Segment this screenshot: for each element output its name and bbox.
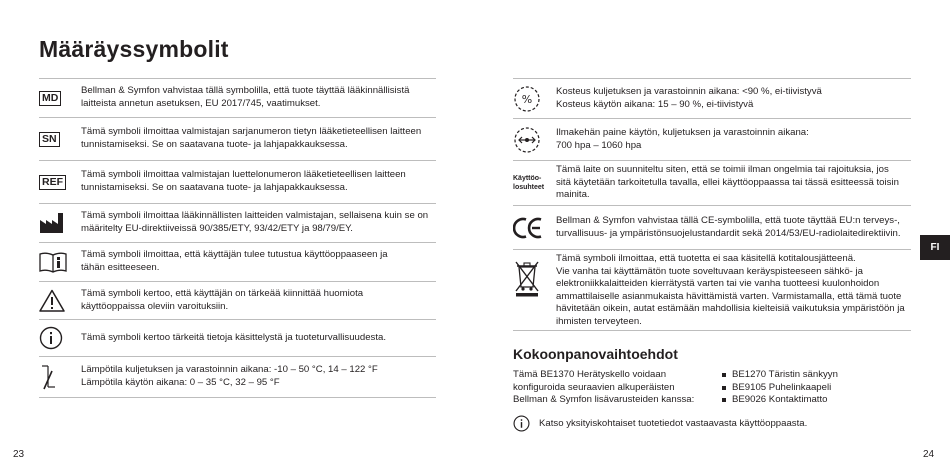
weee-crossed-bin-icon bbox=[513, 259, 541, 297]
row-text: ihmisten terveyteen. bbox=[556, 315, 642, 327]
language-tab: FI bbox=[920, 235, 950, 260]
row-text: Tämä laite on suunniteltu siten, että se toimii ilman ongelmia tai rajoituksia, jos bbox=[556, 164, 889, 176]
ce-mark-icon bbox=[513, 217, 543, 239]
temperature-limit-icon bbox=[39, 363, 59, 391]
info-circle-icon bbox=[513, 415, 530, 432]
page-number-left: 23 bbox=[13, 449, 25, 460]
row-text: Tämä symboli kertoo tärkeitä tietoja käsittelystä ja tuoteturvallisuudesta. bbox=[81, 331, 387, 343]
symbol-row-operating-conditions bbox=[513, 160, 911, 205]
row-text: Kosteus kuljetuksen ja varastoinnin aikana: <90 %, ei-tiivistyvä bbox=[556, 85, 822, 97]
row-text: turvallisuus- ja ympäristönsuojelustandardit sekä 2014/53/EU-radiolaitedirektiivin. bbox=[556, 227, 901, 239]
svg-text:%: % bbox=[521, 92, 533, 106]
accessories-title: Kokoonpanovaihtoehdot bbox=[513, 346, 678, 362]
row-text: Lämpötila kuljetuksen ja varastoinnin aikana: -10 – 50 °C, 14 – 122 °F bbox=[81, 364, 378, 376]
row-text: Tämä symboli ilmoittaa valmistajan sarjanumeron tietyn lääketieteellisen laitteen bbox=[81, 126, 422, 138]
row-text: Tämä symboli ilmoittaa lääkinnällisten laitteiden valmistajan, sellaisena kuin se on bbox=[81, 210, 429, 222]
row-text: Ilmakehän paine käytön, kuljetuksen ja varastoinnin aikana: bbox=[556, 126, 809, 138]
row-text: Tämä symboli ilmoittaa, että tuotetta ei saa käsitellä kotitalousjätteenä. bbox=[556, 253, 856, 264]
divider bbox=[513, 330, 911, 331]
symbol-row-temperature bbox=[39, 356, 436, 397]
manufacturer-factory-icon bbox=[39, 212, 65, 234]
divider bbox=[39, 397, 436, 398]
accessories-list bbox=[720, 369, 838, 407]
md-box-icon: MD bbox=[39, 91, 61, 106]
ref-box-icon: REF bbox=[39, 175, 66, 190]
accessories-description: Tämä BE1370 Herätyskello voidaan konfiguroida seuraavien alkuperäisten Bellman & Symfon lisävarusteiden kanssa: bbox=[513, 369, 695, 406]
read-instructions-book-icon bbox=[39, 251, 67, 273]
row-text: hävitetään oikein, autat estämään mahdollisia kielteisiä vaikutuksia ympäristöön ja bbox=[556, 303, 905, 315]
row-text: Tämä symboli ilmoittaa, että käyttäjän tulee tutustua käyttöoppaaseen ja bbox=[81, 249, 388, 261]
sn-box-icon: SN bbox=[39, 132, 60, 147]
symbol-row-ref bbox=[39, 160, 436, 203]
list-item: BE9105 Puhelinkaapeli bbox=[720, 382, 838, 395]
row-text: Bellman & Symfon vahvistaa tällä symbolilla, että tuote täyttää lääkinnällisistä bbox=[81, 85, 410, 97]
symbol-row-warning bbox=[39, 281, 436, 319]
info-note-text: Katso yksityiskohtaiset tuotetiedot vastaavasta käyttöoppaasta. bbox=[539, 418, 808, 429]
symbol-row-weee bbox=[513, 249, 911, 330]
info-circle-icon bbox=[39, 326, 63, 350]
row-text: laitteista annetun asetuksen, EU 2017/745, vaatimukset. bbox=[81, 98, 321, 109]
row-text: Tämä symboli kertoo, että käyttäjän on tärkeää kiinnittää huomiota bbox=[81, 287, 364, 299]
row-text: tähän esitteeseen. bbox=[81, 262, 160, 273]
row-text: Vie vanha tai käyttämätön tuote soveltuvaan keräyspisteeseen sähkö- ja bbox=[556, 265, 864, 277]
symbol-row-humidity bbox=[513, 78, 911, 118]
humidity-limit-icon bbox=[513, 85, 541, 113]
row-text: elektroniikkalaitteiden kierrätystä varten tai vie vanha tuotteesi kuulonhoidon bbox=[556, 278, 880, 290]
row-text: Kosteus käytön aikana: 15 – 90 %, ei-tiivistyvä bbox=[556, 98, 754, 110]
page-number-right: 24 bbox=[923, 449, 935, 460]
list-item: BE1270 Täristin sänkyyn bbox=[720, 369, 838, 382]
row-text: tunnistamiseksi. Se on saatavana tuote- ja lahjapakkauksessa. bbox=[81, 139, 348, 150]
symbol-row-ce bbox=[513, 205, 911, 249]
row-text: käyttöoppaissa oleviin varoituksiin. bbox=[81, 300, 229, 312]
row-text: Bellman & Symfon vahvistaa tällä CE-symbolilla, että tuote täyttää EU:n terveys-, bbox=[556, 214, 900, 226]
row-text: mainita. bbox=[556, 189, 590, 201]
operating-conditions-label: Käyttöo- losuhteet bbox=[513, 175, 545, 191]
symbol-row-sn bbox=[39, 117, 436, 160]
air-pressure-limit-icon bbox=[513, 126, 541, 154]
row-text: ammattilaiselle asianmukaista hävittämistä varten. Varmistamalla, että tämä tuote bbox=[556, 290, 902, 302]
symbol-row-md bbox=[39, 78, 436, 117]
symbol-row-info bbox=[39, 319, 436, 356]
row-text: 700 hpa – 1060 hpa bbox=[556, 139, 642, 151]
symbol-row-pressure bbox=[513, 118, 911, 160]
list-item: BE9026 Kontaktimatto bbox=[720, 394, 838, 407]
warning-triangle-icon bbox=[39, 289, 65, 312]
row-text: määritelty EU-direktiiveissä 90/385/ETY, 93/42/ETY ja 98/79/EY. bbox=[81, 223, 353, 234]
row-text: Tämä symboli ilmoittaa valmistajan luettelonumeron lääketieteellisen laitteen bbox=[81, 169, 406, 181]
symbol-row-instructions bbox=[39, 242, 436, 281]
info-note bbox=[513, 415, 807, 432]
page-title: Määräyssymbolit bbox=[39, 36, 229, 62]
symbol-row-manufacturer bbox=[39, 203, 436, 242]
row-text: sitä käytetään tarkoitetulla tavalla, ellei käyttöoppaassa tai tässä esitteessä toisin bbox=[556, 176, 899, 188]
row-text: tunnistamiseksi. Se on saatavana tuote- ja lahjapakkauksessa. bbox=[81, 182, 348, 193]
row-text: Lämpötila käytön aikana: 0 – 35 °C, 32 – 95 °F bbox=[81, 377, 280, 388]
